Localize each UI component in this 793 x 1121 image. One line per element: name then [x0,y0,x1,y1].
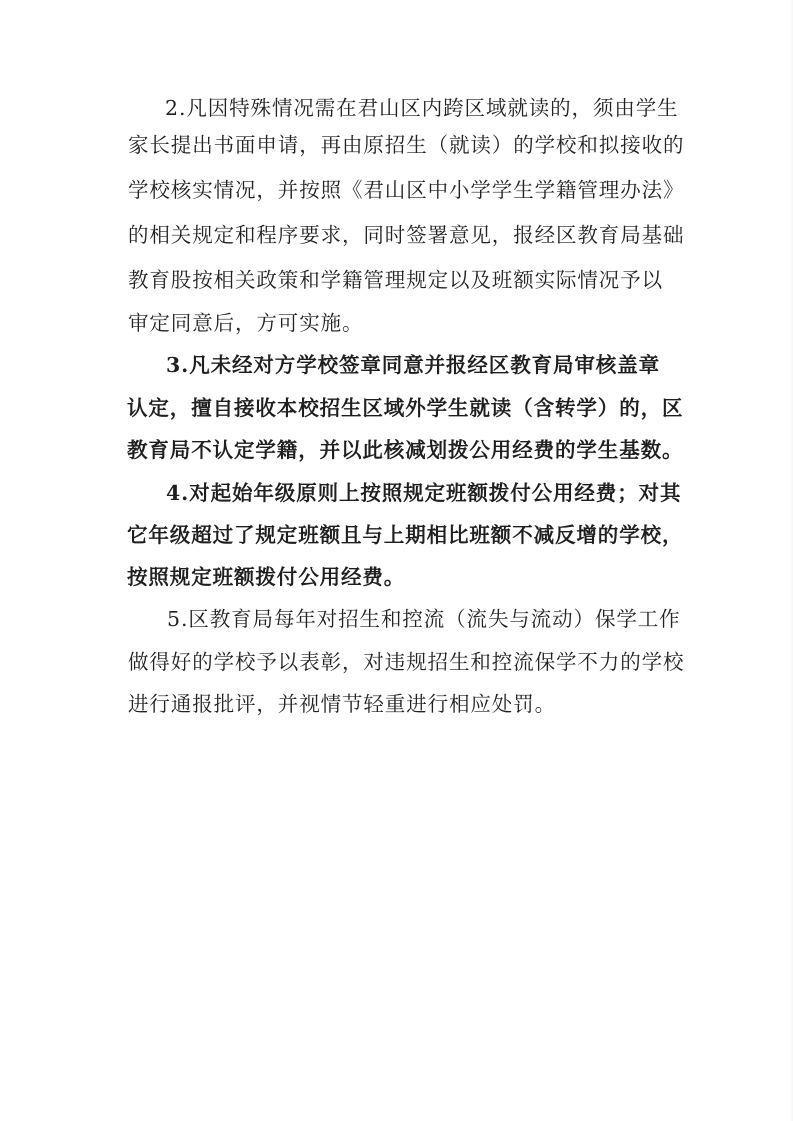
text-line: 的相关规定和程序要求，同时签署意见，报经区教育局基础 [128,223,685,247]
text-line: 学校核实情况，并按照《君山区中小学学生学籍管理办法》 [128,178,685,202]
text-line: 做得好的学校予以表彰，对违规招生和控流保学不力的学校 [128,650,685,674]
text-line: 5.区教育局每年对招生和控流（流失与流动）保学工作 [167,607,681,631]
text-line: 审定同意后，方可实施。 [128,311,364,335]
text-line: 4.对起始年级原则上按照规定班额拨付公用经费；对其 [166,481,682,505]
text-line: 教育股按相关政策和学籍管理规定以及班额实际情况予以 [128,268,663,292]
text-line: 按照规定班额拨付公用经费。 [127,565,406,589]
text-line: 进行通报批评，并视情节轻重进行相应处罚。 [128,692,556,716]
text-line: 它年级超过了规定班额且与上期相比班额不减反增的学校， [127,523,684,547]
text-line: 3.凡未经对方学校签章同意并报经区教育局审核盖章 [166,353,660,377]
text-line: 认定，擅自接收本校招生区域外学生就读（含转学）的，区 [127,396,684,420]
text-line: 2.凡因特殊情况需在君山区内跨区域就读的，须由学生 [165,96,679,120]
text-line: 教育局不认定学籍，并以此核减划拨公用经费的学生基数。 [127,438,684,462]
text-line: 家长提出书面申请，再由原招生（就读）的学校和拟接收的 [128,133,685,157]
